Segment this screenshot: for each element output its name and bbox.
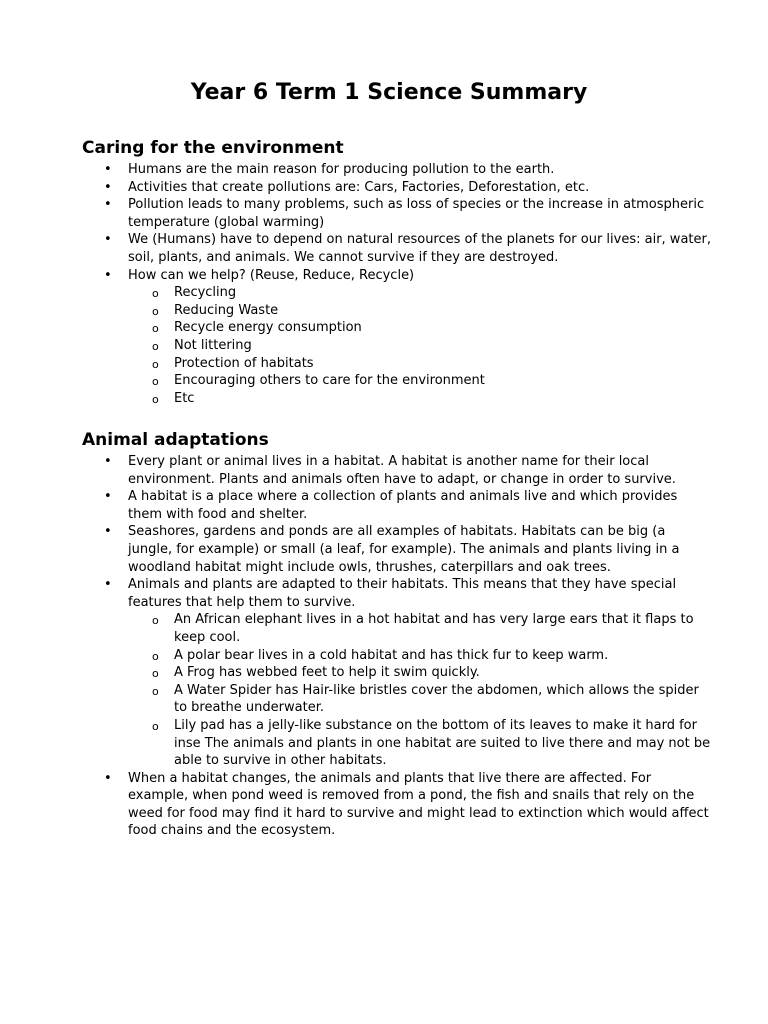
list-item-text: Every plant or animal lives in a habitat. A habitat is another name for their local environment. Plants and animals often have to adapt, or change in order to survive. <box>128 454 676 487</box>
sub-marker: o <box>152 375 159 389</box>
sub-marker: o <box>152 649 159 663</box>
sub-list <box>128 611 712 769</box>
list-item <box>82 770 712 840</box>
list-item <box>82 231 712 266</box>
sub-item-text: A Water Spider has Hair-like bristles cover the abdomen, which allows the spider to breathe underwater. <box>174 682 699 716</box>
bullet-list <box>82 161 712 407</box>
sub-item-text: A Frog has webbed feet to help it swim quickly. <box>174 665 480 681</box>
sub-item-text: Reducing Waste <box>174 302 279 318</box>
list-item-text: Seashores, gardens and ponds are all examples of habitats. Habitats can be big (a jungle, for example) or small (a leaf, for example). The animals and plants living in a woodland habitat might include owls, thrushes, caterpillars and oak trees. <box>128 524 680 575</box>
sub-marker: o <box>152 339 159 353</box>
bullet-marker: • <box>104 197 112 213</box>
sub-list-item <box>128 647 712 665</box>
sub-item-text: An African elephant lives in a hot habitat and has very large ears that it flaps to keep cool. <box>174 612 694 645</box>
sub-list-item <box>128 337 712 355</box>
list-item <box>82 523 712 576</box>
bullet-marker: • <box>104 454 112 469</box>
sub-item-text: Etc <box>174 390 195 406</box>
section-animal-adaptations <box>82 429 712 840</box>
sub-item-text: Not littering <box>174 337 252 353</box>
section-heading: Caring for the environment <box>82 138 344 158</box>
sub-list-item <box>128 664 712 682</box>
list-item <box>82 196 712 231</box>
sub-list <box>128 284 712 407</box>
bullet-marker: • <box>104 232 112 248</box>
bullet-marker: • <box>104 524 112 540</box>
bullet-marker: • <box>104 179 112 195</box>
sub-list-item <box>128 372 712 390</box>
list-item <box>82 267 712 408</box>
sub-marker: o <box>152 322 159 336</box>
bullet-marker: • <box>104 489 112 505</box>
bullet-list <box>82 453 712 840</box>
sub-item-text: Lily pad has a jelly-like substance on the bottom of its leaves to make it hard for inse The animals and plants in one habitat are suited to live there and may not be able to survive in other habitats. <box>174 717 711 769</box>
list-item-text: Pollution leads to many problems, such as loss of species or the increase in atmospheric temperature (global warming) <box>128 197 705 230</box>
list-item-text: A habitat is a place where a collection of plants and animals live and which provides them with food and shelter. <box>128 489 678 522</box>
sub-marker: o <box>152 304 159 318</box>
list-item-text: We (Humans) have to depend on natural resources of the planets for our lives: air, water, soil, plants, and animals. We cannot survive if they are destroyed. <box>128 232 711 265</box>
sub-marker: o <box>152 684 159 698</box>
sub-item-text: Protection of habitats <box>174 355 314 371</box>
sub-list-item <box>128 302 712 320</box>
sub-item-text: Encouraging others to care for the environment <box>174 373 485 389</box>
bullet-marker: • <box>104 162 112 177</box>
sub-marker: o <box>152 719 159 733</box>
sub-list-item <box>128 284 712 302</box>
sub-marker: o <box>152 667 159 681</box>
sub-list-item <box>128 682 712 717</box>
sub-list-item <box>128 390 712 408</box>
sub-list-item <box>128 355 712 373</box>
sub-marker: o <box>152 614 159 628</box>
page-title: Year 6 Term 1 Science Summary <box>190 80 588 105</box>
list-item <box>82 453 712 488</box>
sub-item-text: A polar bear lives in a cold habitat and has thick fur to keep warm. <box>174 647 609 663</box>
section-caring-environment <box>82 137 712 407</box>
sub-marker: o <box>152 287 159 301</box>
section-heading: Animal adaptations <box>82 430 269 450</box>
list-item-text: Activities that create pollutions are: Cars, Factories, Deforestation, etc. <box>128 179 590 195</box>
sub-marker: o <box>152 357 159 371</box>
sub-marker: o <box>152 392 159 406</box>
list-item <box>82 161 712 179</box>
list-item-text: How can we help? (Reuse, Reduce, Recycle) <box>128 267 415 283</box>
list-item-text: When a habitat changes, the animals and plants that live there are affected. For example, when pond weed is removed from a pond, the fish and snails that rely on the weed for food may find it hard to survive and might lead to extinction which would affect food chains and the ecosystem. <box>128 770 709 839</box>
list-item <box>82 576 712 770</box>
bullet-marker: • <box>104 267 112 283</box>
sub-item-text: Recycling <box>174 285 237 301</box>
list-item <box>82 488 712 523</box>
bullet-marker: • <box>104 577 112 593</box>
sub-item-text: Recycle energy consumption <box>174 320 362 336</box>
bullet-marker: • <box>104 770 112 786</box>
list-item-text: Humans are the main reason for producing pollution to the earth. <box>128 162 555 177</box>
sub-list-item <box>128 611 712 646</box>
list-item <box>82 179 712 197</box>
sub-list-item <box>128 319 712 337</box>
sub-list-item <box>128 717 712 770</box>
list-item-text: Animals and plants are adapted to their habitats. This means that they have special features that help them to survive. <box>128 577 677 610</box>
